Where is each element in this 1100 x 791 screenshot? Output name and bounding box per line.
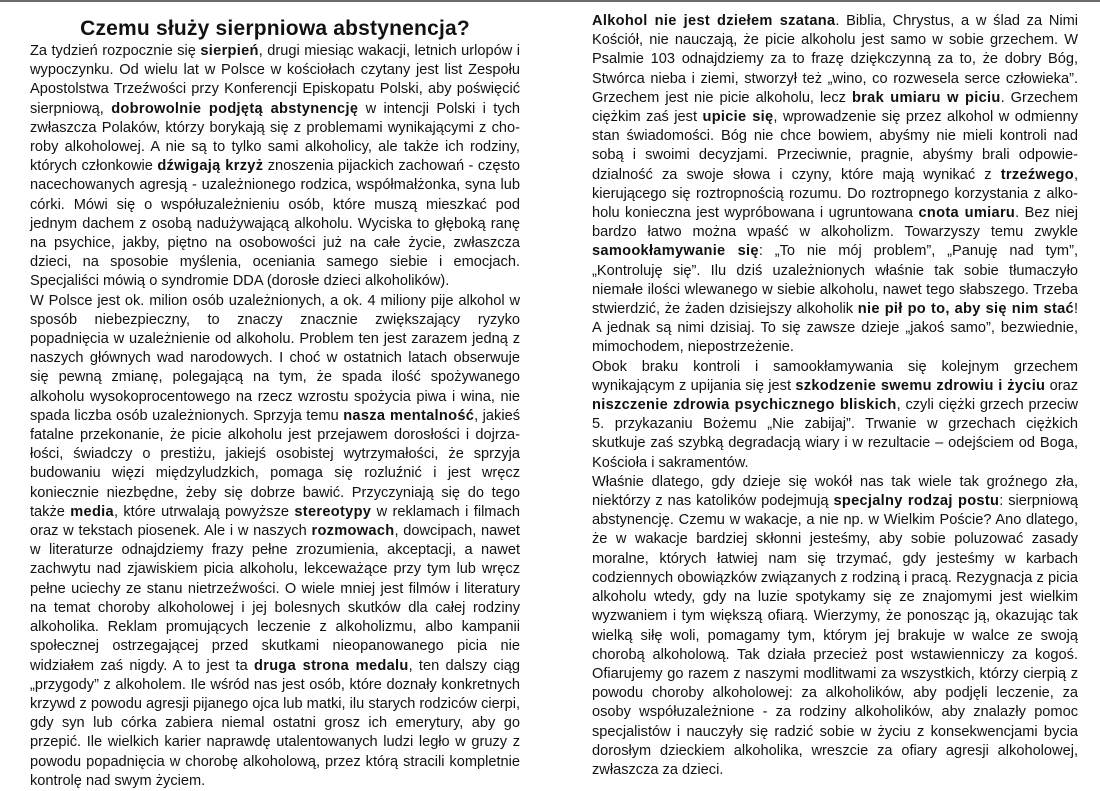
emphasis-text: niszczenie zdrowia psychicznego bliskich	[592, 397, 897, 414]
paragraph	[592, 473, 1078, 780]
body-text: , czyli ciężki grzech przeciw 5. przykazaniu Bożemu „Nie zabijaj”. Trwanie w grzechach ciężkich skutkuje zaś szybką degradacją wiary i w rezultacie – odejściem od Boga, Kościoła i sakramentów.	[592, 397, 1078, 471]
emphasis-text: samookłamywanie się	[592, 243, 759, 260]
body-text: , które utrwalają powyższe	[113, 503, 295, 520]
emphasis-text: druga strona medalu	[254, 657, 409, 674]
emphasis-text: stereotypy	[294, 503, 372, 520]
left-column	[30, 0, 520, 791]
body-text: , dowcipach, nawet w literaturze odnajdziemy frazy pełne zrozumienia, akceptacji, a nawet zachwytu nad zjawiskiem picia alkoholu, lekceważące przy tym lub wręcz pełne uciechy ze stanu nietrzeźwości. O wiele mniej jest filmów i literatury na temat choroby alkoholowej i jej bolesnych skutków dla całej rodziny alkoholika. Reklam promujących leczenie z alkoholizmu, albo kampanii społecznej ostrzegającej przed skutkami nieopanowanego picia nie widziałem zaś nigdy. A to jest ta	[30, 523, 520, 674]
emphasis-text: nie pił po to, aby się nim stać	[857, 301, 1074, 318]
body-text: Właśnie dlatego, gdy dzieje się wokół nas tak wiele tak groźnego zła, niektórzy z nas katolików podejmują	[592, 473, 1078, 510]
body-text: : sierpniową abstynencję. Czemu w wakacje, a nie np. w Wielkim Poście? Ano dlatego, że w wakacje bardziej skłonni jesteśmy, aby sobie poluzować zasady moralne, których łatwiej nam się trzymać, gdy jesteśmy w karbach codziennych obowiązków związanych z rodziną i pracą. Rezygnacja z picia alkoholu wtedy, gdy na luzie spotykamy się ze znajomymi jest wielkim wyzwaniem i tym większą ofiarą. Wierzymy, że ponosząc ją, okazując tak wielką siłę woli, pomagamy tym, którym jej brakuje w walce ze swoją chorobą alkoholową. Tak działa przecież post wstawienniczy za kogoś. Ofiarujemy go razem z naszymi modlitwami za wszystkich, którzy cierpią z powodu choroby alkoholowej: za alkoholików, aby podjęli leczenie, za osoby współuzależnione - za rodziny alkoholików, aby znalazły pomoc specjalistów i nauczyły się radzić sobie w życiu z konsekwencjami bycia dorosłym dzieckiem alkoholika, wreszcie za ofiary agresji alkoholowej, zwłaszcza za dzieci.	[592, 493, 1078, 778]
emphasis-text: cnota umiaru	[918, 205, 1016, 222]
body-text: , kierującego się roztropnością rozumu. Do roztropnego korzystania z alkoholu konieczna jest wypróbowana i ugruntowana	[592, 166, 1078, 222]
paragraph	[30, 292, 520, 791]
body-text: . Grzechem ciężkim zaś jest	[592, 89, 1078, 126]
body-text: , drugi miesiąc wakacji, letnich urlopów i wypoczynku. Od wielu lat w Polsce w kościołach czytany jest list Zespołu Apostolstwa Trzeźwości przy Konferencji Episkopatu Polski, aby poświęcić sierpniową,	[30, 43, 520, 117]
emphasis-text: trzeźwego	[1000, 166, 1074, 183]
body-text: w intencji Polski i tych zwłaszcza Polaków, którzy borykają się z problemami wynikającymi z choroby alkoholowej. A nie są to tylko sami alkoholicy, ale także ich rodziny, których członkowie	[30, 100, 520, 175]
emphasis-text: upicie się	[702, 109, 774, 126]
body-text: , jakieś fatalne przekonanie, że picie alkoholu jest przejawem dorosłości i dojrzałości, świadczy o prestiżu, jakiejś osobistej wytrzymałości, że sprzyja budowaniu więzi międzyludzkich, pomaga się rozluźnić i jest wręcz koniecznie niezbędne, żeby się dobrze bawić. Przyczyniają się do tego także	[30, 407, 520, 520]
body-text: . Biblia, Chrystus, a w ślad za Nimi Kościół, nie nauczają, że picie alkoholu jest samo w sobie grzechem. W Psalmie 103 odnajdziemy za to frazę dziękczynną za to, że dobry Bóg, Stwórca nieba i ziemi, stworzył też „wino, co rozwesela serce człowieka”. Grzechem jest nie picie alkoholu, lecz	[592, 13, 1079, 106]
emphasis-text: nasza mentalność	[343, 407, 475, 424]
paragraph	[592, 12, 1078, 358]
emphasis-text: dźwigają krzyż	[157, 158, 264, 175]
body-text: Obok braku kontroli i samookłamywania się kolejnym grzechem wynikającym z upijania się jest	[592, 358, 1078, 394]
body-text: oraz	[1045, 377, 1078, 394]
body-text: W Polsce jest ok. milion osób uzależnionych, a ok. 4 miliony pije alkohol w sposób niebezpieczny, to znaczy znacznie zwiększający ryzyko popadnięcia w uzależnienie od alkoholu. Problem ten jest zarazem jedną z naszych głównych wad narodowych. I choć w ostatnich latach obserwuje się pewną zmianę, polegającą na tym, że spada ilość spożywanego alkoholu wysokoprocentowego na rzecz wzrostu spożycia piwa i wina, nie spada liczba osób uzależnionych. Sprzyja temu	[30, 292, 520, 424]
emphasis-text: szkodzenie swemu zdrowiu i życiu	[795, 377, 1046, 394]
emphasis-text: dobrowolnie podjętą abstynencję	[111, 100, 359, 117]
body-text: . Bez niej bardzo łatwo można wpaść w alkoholizm. Towarzyszy temu zwykle	[592, 205, 1079, 241]
body-text: , ten dalszy ciąg „przygody” z alkoholem. Ile wśród nas jest osób, które doznały konkretnych krzywd z powodu agresji pijanego ojca lub matki, ilu starych rodziców cierpi, gdy syn lub córka zabiera niemal ostatni grosz ich emerytury, aby go przepić. Ile wielkich karier naprawdę utalentowanych ludzi legło w gruzy z powodu popadnięcia w chorobę alkoholową, przez którą stracili kompletnie kontrolę nad swym życiem.	[30, 657, 520, 789]
left-paragraphs	[30, 42, 520, 791]
paragraph	[592, 358, 1078, 473]
body-text: znoszenia pijackich zachowań - często nacechowanych agresją - uzależnionego rodzica, współmałżonka, syna lub córki. Mówi się o współuzależnieniu osób, które muszą mieszkać pod jednym dachem z osobą nadużywającą alkoholu. Wyciska to głęboką ranę na psychice, jakby, piętno na osobowości już na całe życie, zwłaszcza dzieci, na sposobie myślenia, oceniania samego siebie i emocjach. Specjaliści mówią o syndromie DDA (dorosłe dzieci alkoholików).	[30, 158, 520, 290]
body-text: ! A jednak są nimi dzisiaj. To się zawsze dzieje „jakoś samo”, bezwiednie, mimochodem, niepostrzeżenie.	[592, 301, 1079, 356]
paragraph	[30, 42, 520, 292]
emphasis-text: sierpień	[200, 43, 259, 59]
body-text: w reklamach i filmach oraz w tekstach piosenek. Ale i w naszych	[30, 503, 520, 540]
emphasis-text: media	[70, 503, 114, 520]
body-text: Za tydzień rozpocznie się	[30, 43, 201, 59]
emphasis-text: rozmowach	[311, 523, 395, 540]
body-text: : „To nie mój problem”, „Panuję nad tym”, „Kontroluję się”. Ilu dziś uzależnionych właśnie tak sobie tłumaczyło niemałe ilości wlewanego w siebie alkoholu, nawet tego słabszego. Trzeba stwierdzić, że żaden dzisiejszy alkoholik	[592, 243, 1078, 318]
right-paragraphs	[592, 12, 1078, 780]
page-title: Czemu służy sierpniowa abstynencja?	[80, 17, 470, 40]
emphasis-text: Alkohol nie jest dziełem szatana	[592, 13, 836, 29]
emphasis-text: specjalny rodzaj postu	[833, 493, 1000, 510]
body-text: , wprowadzenie się przez alkohol w odmienny stan świadomości. Bóg nie chce bowiem, abyśmy nie mieli kontroli nad sobą i swoimi decyzjami. Przeciwnie, pragnie, abyśmy brali odpowiedzialność za swoje słowa i czyny, które mają wynikać z	[592, 109, 1078, 183]
right-column	[592, 12, 1078, 780]
emphasis-text: brak umiaru w piciu	[851, 89, 1001, 106]
